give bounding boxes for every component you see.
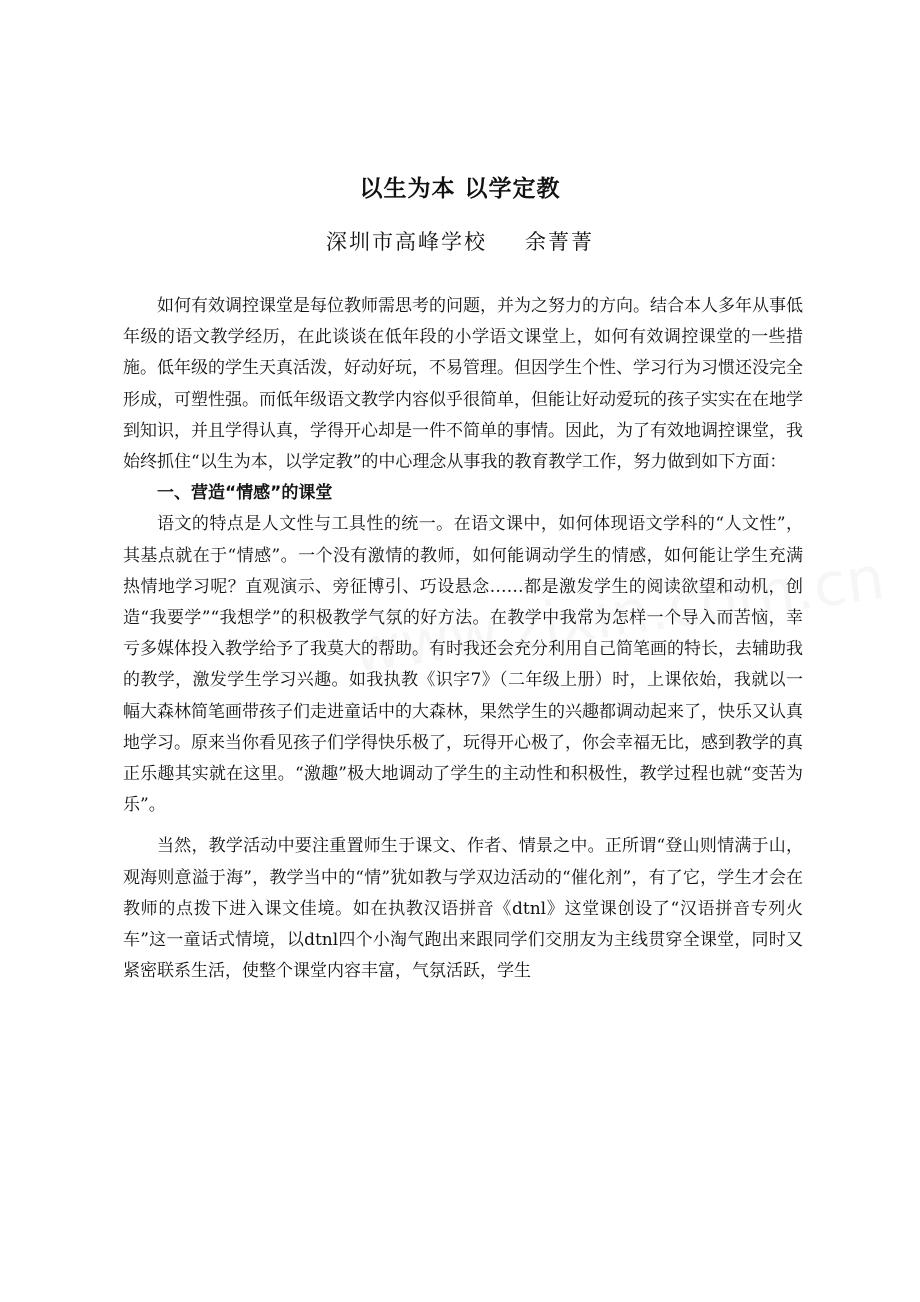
byline: [0, 226, 920, 256]
document-title: 以生为本 以学定教: [359, 176, 561, 202]
section-heading: 一、营造“情感”的课堂: [157, 483, 333, 504]
author-name: 余菁菁: [525, 230, 594, 254]
document-body: [123, 291, 803, 987]
section-paragraph: 语文的特点是人文性与工具性的统一。在语文课中，如何体现语文学科的“人文性”，其基点就在于“情感”。一个没有激情的教师，如何能调动学生的情感，如何能让学生充满热情地学习呢？直观演示、旁征博引、巧设悬念……都是激发学生的阅读欲望和动机，创造“我要学”“我想学”的积极教学气氛的好方法。在教学中我常为怎样一个导入而苦恼，幸亏多媒体投入教学给予了我莫大的帮助。有时我还会充分利用自己简笔画的特长，去辅助我的教学，激发学生学习兴趣。如我执教《识字7》（二年级上册）时，上课依始，我就以一幅大森林简笔画带孩子们走进童话中的大森林，果然学生的兴趣都调动起来了，快乐又认真地学习。原来当你看见孩子们学得快乐极了，玩得开心极了，你会幸福无比，感到教学的真正乐趣其实就在这里。“激趣”极大地调动了学生的主动性和积极性，教学过程也就“变苦为乐”。: [123, 514, 803, 816]
intro-paragraph: 如何有效调控课堂是每位教师需思考的问题，并为之努力的方向。结合本人多年从事低年级的语文教学经历，在此谈谈在低年段的小学语文课堂上，如何有效调控课堂的一些措施。低年级的学生天真活泼，好动好玩，不易管理。但因学生个性、学习行为习惯还没完全形成，可塑性强。而低年级语文教学内容似乎很简单，但能让好动爱玩的孩子实实在在地学到知识，并且学得认真，学得开心却是一件不简单的事情。因此，为了有效地调控课堂，我始终抓住“以生为本，以学定教”的中心理念从事我的教育教学工作，努力做到如下方面：: [123, 296, 803, 473]
school-name: 深圳市高峰学校: [326, 230, 487, 254]
section-paragraph: 当然，教学活动中要注重置师生于课文、作者、情景之中。正所谓“登山则情满于山，观海则意溢于海”，教学当中的“情”犹如教与学双边活动的“催化剂”，有了它，学生才会在教师的点拨下进入课文佳境。如在执教汉语拼音《dtnl》这堂课创设了“汉语拼音专列火车”这一童话式情境，以dtnl四个小淘气跑出来跟同学们交朋友为主线贯穿全课堂，同时又紧密联系生活，使整个课堂内容丰富，气氛活跃，学生: [123, 836, 803, 982]
